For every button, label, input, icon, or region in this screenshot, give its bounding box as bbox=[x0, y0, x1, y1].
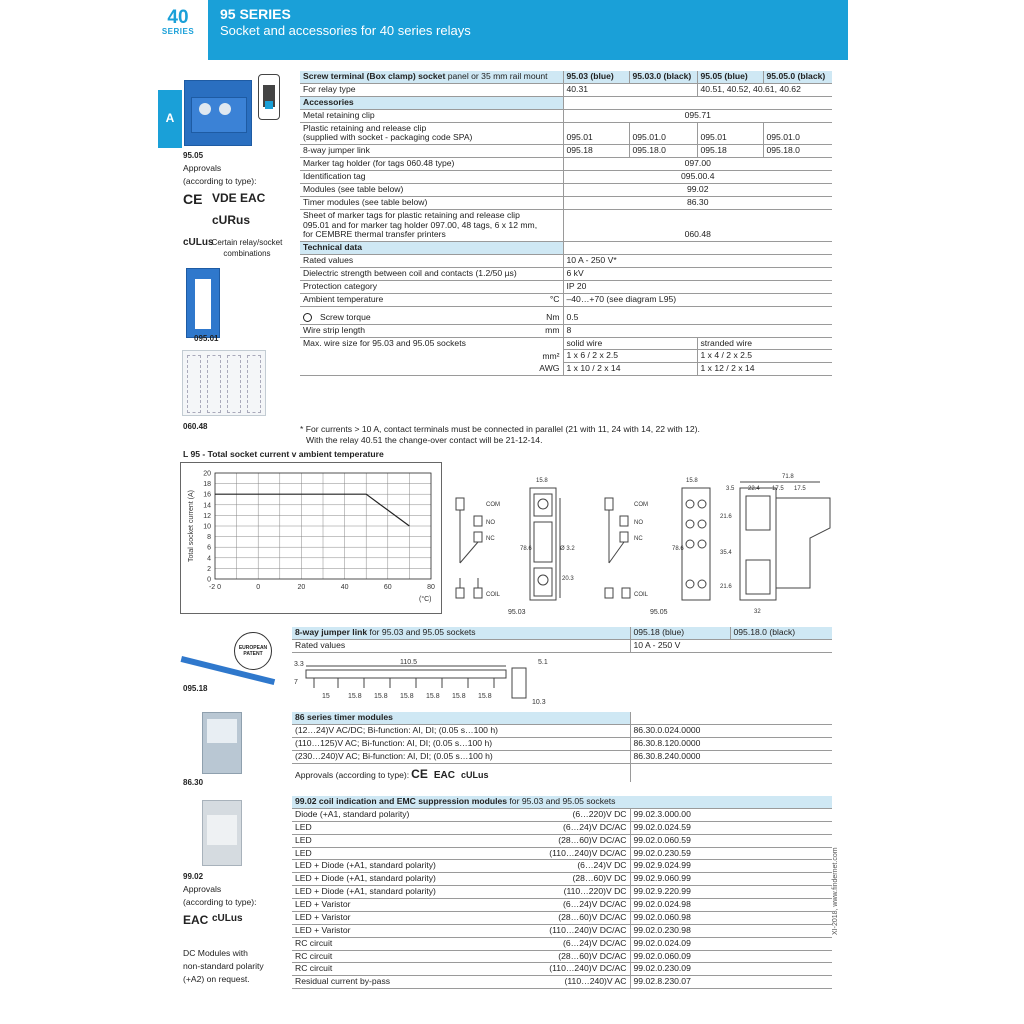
svg-text:15: 15 bbox=[322, 693, 330, 700]
svg-text:COM: COM bbox=[486, 502, 500, 508]
y-tick-label: 10 bbox=[203, 523, 211, 531]
side-credit: XI-2018, www.findernet.com bbox=[832, 847, 839, 935]
svg-text:15.8: 15.8 bbox=[452, 693, 466, 700]
series-badge bbox=[152, 0, 204, 60]
table-row: RC circuit (6…24)V DC/AC 99.02.0.024.09 bbox=[292, 937, 832, 950]
table-row: LED + Diode (+A1, standard polarity) (28…60)V DC 99.02.9.060.99 bbox=[292, 873, 832, 886]
table-row: LED + Varistor (28…60)V DC/AC 99.02.0.060.98 bbox=[292, 911, 832, 924]
approvals-sub-1: (according to type): bbox=[183, 176, 257, 186]
img-code-99-02: 99.02 bbox=[183, 872, 204, 881]
img-code-095-01: 095.01 bbox=[194, 334, 219, 343]
socket-95-05-image bbox=[184, 80, 252, 146]
table-row: Rated values 10 A - 250 V bbox=[292, 639, 832, 652]
jumper-table bbox=[292, 627, 832, 653]
finder-logo-text: finder bbox=[960, 16, 1013, 37]
socket-spec-table bbox=[300, 71, 832, 376]
marker-tags-060-48-image bbox=[182, 350, 266, 416]
table-row: (230…240)V AC; Bi-function: AI, DI; (0.05 s…100 h) 86.30.8.240.0000 bbox=[292, 750, 832, 763]
svg-text:COIL: COIL bbox=[486, 592, 501, 598]
series-number: 40 bbox=[167, 7, 189, 28]
table-row: Protection category IP 20 bbox=[300, 280, 832, 293]
img-code-095-18: 095.18 bbox=[183, 684, 208, 693]
table-row: Screw torque Nm 0.5 bbox=[300, 306, 832, 324]
wiring-diagrams bbox=[450, 468, 840, 618]
y-tick-label: 20 bbox=[203, 470, 211, 478]
table-row: Diode (+A1, standard polarity) (6…220)V DC 99.02.3.000.00 bbox=[292, 808, 832, 821]
svg-text:NO: NO bbox=[634, 520, 643, 526]
ul-mark: cULus bbox=[183, 237, 214, 248]
vde-mark: VDE bbox=[212, 191, 237, 205]
svg-text:3.5: 3.5 bbox=[726, 486, 735, 492]
table-row: LED (6…24)V DC/AC 99.02.0.024.59 bbox=[292, 821, 832, 834]
module-99-02-image bbox=[202, 800, 242, 866]
svg-text:15.8: 15.8 bbox=[536, 478, 548, 484]
table-row: Sheet of marker tags for plastic retaining and release clip 095.01 and for marker tag holder 097.00, 48 tags, 6 x 12 mm, for CEMBRE thermal transfer printers 060.48 bbox=[300, 209, 832, 242]
table-row: Timer modules (see table below) 86.30 bbox=[300, 196, 832, 209]
table-row: 8-way jumper link for 95.03 and 95.05 sockets 095.18 (blue) 095.18.0 (black) bbox=[292, 627, 832, 639]
table-row: Accessories bbox=[300, 96, 832, 109]
header-bar bbox=[208, 0, 1013, 60]
section-tab: A bbox=[158, 90, 182, 148]
svg-text:7: 7 bbox=[294, 679, 298, 686]
svg-text:21.6: 21.6 bbox=[720, 584, 732, 590]
y-tick-label: 14 bbox=[203, 502, 211, 510]
page-subtitle: Socket and accessories for 40 series relays bbox=[220, 23, 471, 38]
table-row: Max. wire size for 95.03 and 95.05 sockets solid wire stranded wire bbox=[300, 337, 832, 350]
svg-text:95.03: 95.03 bbox=[508, 609, 526, 616]
y-tick-label: 2 bbox=[207, 565, 211, 573]
timer-module-image bbox=[202, 712, 242, 774]
svg-text:15.8: 15.8 bbox=[686, 478, 698, 484]
y-tick-label: 4 bbox=[207, 555, 211, 563]
svg-text:78.6: 78.6 bbox=[520, 546, 532, 552]
svg-text:22.4: 22.4 bbox=[748, 486, 760, 492]
table-row: LED + Diode (+A1, standard polarity) (6…24)V DC 99.02.9.024.99 bbox=[292, 860, 832, 873]
table-row: Marker tag holder (for tags 060.48 type) 097.00 bbox=[300, 158, 832, 171]
svg-text:NC: NC bbox=[634, 536, 643, 542]
y-tick-label: 8 bbox=[207, 534, 211, 542]
svg-text:COIL: COIL bbox=[634, 592, 649, 598]
table-row: Rated values 10 A - 250 V* bbox=[300, 255, 832, 268]
img-code-86-30: 86.30 bbox=[183, 778, 204, 787]
x-tick-label: 40 bbox=[340, 584, 349, 591]
svg-text:20.3: 20.3 bbox=[562, 576, 574, 582]
chart-frame bbox=[180, 462, 442, 614]
table-row: 86 series timer modules bbox=[292, 712, 832, 724]
table-row: For relay type 40.31 40.51, 40.52, 40.61, 40.62 bbox=[300, 83, 832, 96]
table-row: Technical data bbox=[300, 242, 832, 255]
svg-text:32: 32 bbox=[754, 609, 761, 615]
y-axis-label: Total socket current (A) bbox=[188, 490, 195, 562]
table-row: LED + Varistor (6…24)V DC/AC 99.02.0.024.98 bbox=[292, 899, 832, 912]
y-tick-label: 18 bbox=[203, 481, 211, 489]
svg-text:NC: NC bbox=[486, 536, 495, 542]
page-title: 95 SERIES bbox=[220, 6, 291, 22]
series-label: SERIES bbox=[161, 27, 195, 36]
svg-text:Ø 3.2: Ø 3.2 bbox=[560, 546, 575, 552]
table-row: LED + Diode (+A1, standard polarity) (110…220)V DC 99.02.9.220.99 bbox=[292, 886, 832, 899]
y-tick-label: 6 bbox=[207, 544, 211, 552]
table-row: LED (110…240)V DC/AC 99.02.0.230.59 bbox=[292, 847, 832, 860]
svg-text:78.6: 78.6 bbox=[672, 546, 684, 552]
img-code-060-48: 060.48 bbox=[183, 422, 208, 431]
approvals-sub-2: (according to type): bbox=[183, 897, 257, 907]
svg-text:15.8: 15.8 bbox=[478, 693, 492, 700]
table-row: RC circuit (28…60)V DC/AC 99.02.0.060.09 bbox=[292, 950, 832, 963]
table-row: AWG 1 x 10 / 2 x 14 1 x 12 / 2 x 14 bbox=[300, 363, 832, 376]
table-row: Plastic retaining and release clip (supplied with socket - packaging code SPA) 095.01 095.01.0 095.01 095.01.0 bbox=[300, 122, 832, 145]
svg-text:15.8: 15.8 bbox=[400, 693, 414, 700]
x-tick-label: -2 0 bbox=[208, 584, 222, 591]
table-row: (12…24)V AC/DC; Bi-function: AI, DI; (0.05 s…100 h) 86.30.0.024.0000 bbox=[292, 724, 832, 737]
eac-mark: EAC bbox=[240, 191, 266, 205]
img-code-95-05: 95.05 bbox=[183, 151, 204, 160]
module-table bbox=[292, 796, 832, 989]
ur-mark: cURus bbox=[212, 213, 251, 227]
table-row: 99.02 coil indication and EMC suppression modules for 95.03 and 95.05 sockets bbox=[292, 796, 832, 808]
approvals-label-2: Approvals bbox=[183, 884, 222, 894]
dc-note-1: DC Modules with bbox=[183, 948, 248, 958]
svg-text:COM: COM bbox=[634, 502, 648, 508]
table-row: RC circuit (110…240)V DC/AC 99.02.0.230.09 bbox=[292, 963, 832, 976]
table-row: Identification tag 095.00.4 bbox=[300, 171, 832, 184]
table-row: Approvals (according to type): CE EAC cULus bbox=[292, 763, 832, 782]
chart-svg bbox=[181, 463, 441, 613]
table-row: 8-way jumper link 095.18 095.18.0 095.18 095.18.0 bbox=[300, 145, 832, 158]
footnote: * For currents > 10 A, contact terminals must be connected in parallel (21 with 11, 24 with 14, 22 with 12). With the relay 40.51 the change-over contact will be 21-12-14. bbox=[300, 424, 700, 446]
svg-text:15.8: 15.8 bbox=[348, 693, 362, 700]
table-row: Dielectric strength between coil and contacts (1.2/50 µs) 6 kV bbox=[300, 268, 832, 281]
svg-text:110.5: 110.5 bbox=[400, 659, 417, 666]
approvals-note: Certain relay/socket combinations bbox=[211, 238, 283, 258]
timer-table bbox=[292, 712, 832, 782]
table-row: mm² 1 x 6 / 2 x 2.5 1 x 4 / 2 x 2.5 bbox=[300, 350, 832, 363]
eac-mark-2: EAC bbox=[183, 913, 209, 927]
finder-logo-icon bbox=[926, 14, 956, 44]
x-tick-label: 60 bbox=[383, 584, 392, 591]
table-row: (110…125)V AC; Bi-function: AI, DI; (0.05 s…100 h) 86.30.8.120.0000 bbox=[292, 737, 832, 750]
svg-text:95.05: 95.05 bbox=[650, 609, 668, 616]
ul-mark-2: cULus bbox=[212, 913, 243, 924]
table-row: Wire strip length mm 8 bbox=[300, 324, 832, 337]
table-row: LED (28…60)V DC/AC 99.02.0.060.59 bbox=[292, 834, 832, 847]
jumper-dimension-drawing bbox=[292, 656, 552, 706]
y-tick-label: 0 bbox=[207, 576, 211, 584]
table-row: LED + Varistor (110…240)V DC/AC 99.02.0.230.98 bbox=[292, 924, 832, 937]
svg-text:71.8: 71.8 bbox=[782, 474, 794, 480]
svg-text:15.8: 15.8 bbox=[426, 693, 440, 700]
x-axis-label: (°C) bbox=[419, 596, 432, 603]
y-tick-label: 12 bbox=[203, 512, 211, 520]
svg-text:35.4: 35.4 bbox=[720, 550, 732, 556]
chart-title: L 95 - Total socket current v ambient temperature bbox=[183, 449, 384, 459]
svg-text:15.8: 15.8 bbox=[374, 693, 388, 700]
svg-text:17.5: 17.5 bbox=[772, 486, 784, 492]
table-row: Ambient temperature °C –40…+70 (see diagram L95) bbox=[300, 293, 832, 306]
x-tick-label: 0 bbox=[256, 584, 261, 591]
x-tick-label: 80 bbox=[427, 584, 435, 591]
svg-text:21.6: 21.6 bbox=[720, 514, 732, 520]
dc-note-3: (+A2) on request. bbox=[183, 974, 250, 984]
clip-095-01-image bbox=[186, 268, 220, 338]
table-row: Metal retaining clip 095.71 bbox=[300, 109, 832, 122]
svg-text:17.5: 17.5 bbox=[794, 486, 806, 492]
x-tick-label: 20 bbox=[297, 584, 306, 591]
svg-text:5.1: 5.1 bbox=[538, 659, 548, 666]
table-row: Residual current by-pass (110…240)V AC 99.02.8.230.07 bbox=[292, 976, 832, 989]
svg-text:10.3: 10.3 bbox=[532, 699, 546, 706]
svg-text:3.3: 3.3 bbox=[294, 661, 304, 668]
ce-mark: CE bbox=[183, 191, 203, 207]
y-tick-label: 16 bbox=[203, 491, 211, 499]
table-row: Screw terminal (Box clamp) socket panel or 35 mm rail mount 95.03 (blue) 95.03.0 (black) 95.05 (blue) 95.05.0 (black) bbox=[300, 71, 832, 83]
series-line bbox=[215, 494, 409, 526]
table-row: Modules (see table below) 99.02 bbox=[300, 183, 832, 196]
approvals-label-1: Approvals bbox=[183, 163, 222, 173]
dc-note-2: non-standard polarity bbox=[183, 961, 264, 971]
finder-logo bbox=[926, 14, 1024, 48]
european-patent-seal: EUROPEAN PATENT bbox=[234, 632, 272, 670]
screw-terminal-icon bbox=[258, 74, 280, 120]
screw-icon bbox=[303, 313, 312, 322]
svg-text:NO: NO bbox=[486, 520, 495, 526]
